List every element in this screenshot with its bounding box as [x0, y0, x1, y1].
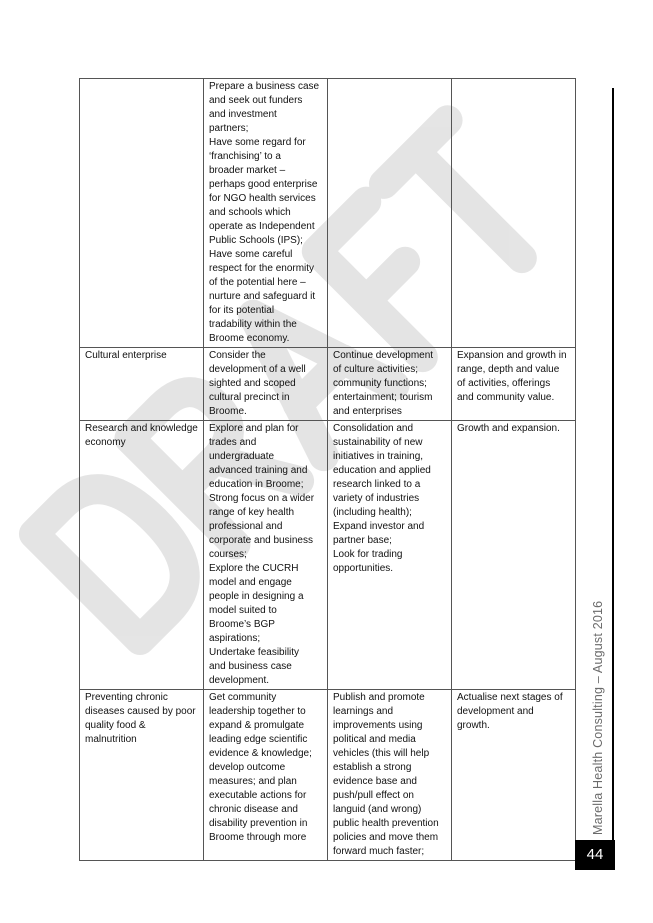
footer-side-text: Marella Health Consulting – August 2016 — [591, 600, 605, 835]
table-cell — [80, 79, 204, 348]
margin-rule — [612, 88, 614, 855]
table-cell: Cultural enterprise — [80, 348, 204, 421]
table-cell: Research and knowledge economy — [80, 421, 204, 690]
table-cell — [452, 79, 576, 348]
table-cell: Actualise next stages of development and growth. — [452, 690, 576, 861]
table-cell: Prepare a business case and seek out funders and investment partners; Have some regard for ‘franchising’ to a broader market – perhaps good enterprise for NGO health services and schools which operate as Independent Public Schools (IPS); Have some careful respect for the enormity of the potential here – nurture and safeguard it for its potential tradability within the Broome economy. — [204, 79, 328, 348]
table-cell: Consider the development of a well sighted and scoped cultural precinct in Broome. — [204, 348, 328, 421]
table-cell: Growth and expansion. — [452, 421, 576, 690]
strategy-table — [79, 78, 576, 861]
table-row — [80, 690, 576, 861]
table-cell: Expansion and growth in range, depth and value of activities, offerings and community value. — [452, 348, 576, 421]
table-cell: Continue development of culture activities; community functions; entertainment; tourism and enterprises — [328, 348, 452, 421]
table-cell — [328, 79, 452, 348]
table-cell: Consolidation and sustainability of new initiatives in training, education and applied research linked to a variety of industries (including health); Expand investor and partner base; Look for trading opportunities. — [328, 421, 452, 690]
table-row — [80, 79, 576, 348]
table-cell: Get community leadership together to expand & promulgate leading edge scientific evidence & knowledge; develop outcome measures; and plan executable actions for chronic disease and disability prevention in Broome through more — [204, 690, 328, 861]
table-cell: Publish and promote learnings and improvements using political and media vehicles (this will help establish a strong evidence base and push/pull effect on languid (and wrong) public health prevention policies and move them forward much faster; — [328, 690, 452, 861]
table-cell: Explore and plan for trades and undergraduate advanced training and education in Broome; Strong focus on a wider range of key health professional and corporate and business courses; Explore the CUCRH model and engage people in designing a model suited to Broome’s BGP aspirations; Undertake feasibility and business case development. — [204, 421, 328, 690]
page-number: 44 — [575, 840, 615, 870]
table-cell: Preventing chronic diseases caused by poor quality food & malnutrition — [80, 690, 204, 861]
table-row — [80, 421, 576, 690]
table-row — [80, 348, 576, 421]
